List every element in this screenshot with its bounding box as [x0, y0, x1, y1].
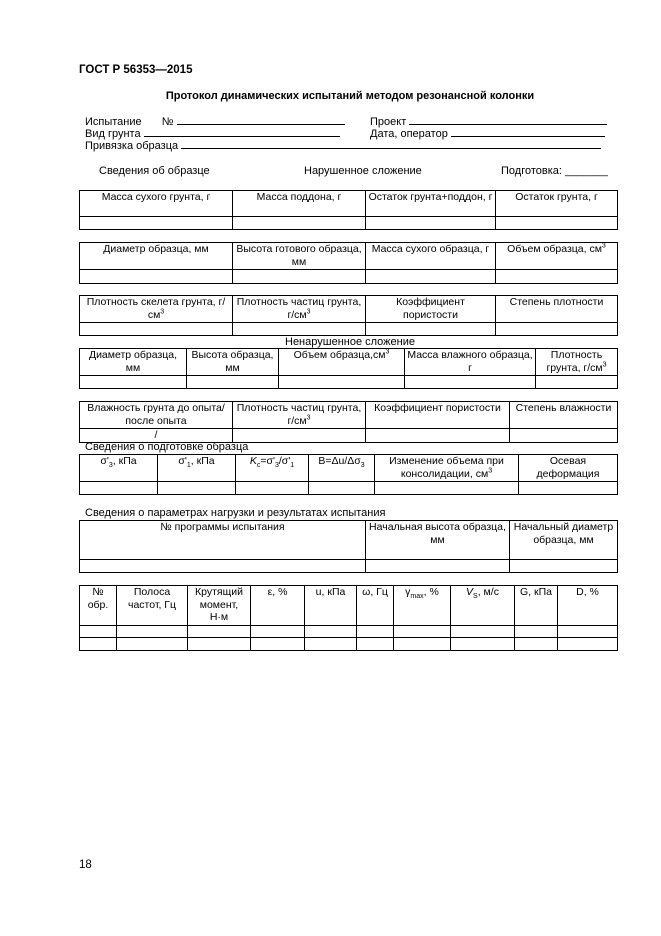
header-wet-sample-mass: Масса влажного образца, г — [405, 349, 536, 376]
protocol-title: Протокол динамических испытаний методом резонансной колонки — [165, 90, 535, 102]
table-cell[interactable] — [233, 217, 366, 230]
test-program-table — [79, 520, 618, 573]
cube-superscript: 3 — [601, 242, 606, 250]
header-particle-density — [233, 402, 366, 429]
sample-ref-label: Привязка образца — [85, 140, 179, 152]
header-residue-plus-tray: Остаток грунта+поддон, г — [366, 191, 496, 217]
date-operator-label: Дата, оператор — [370, 128, 448, 140]
subscript: 3 — [360, 462, 365, 470]
header-sigma3 — [80, 455, 158, 482]
subscript: 1 — [186, 462, 191, 470]
header-epsilon: ε, % — [251, 586, 305, 626]
header-sample-height: Высота образца, мм — [187, 349, 279, 376]
header-shear-modulus: G, кПа — [515, 586, 558, 626]
table-cell[interactable] — [233, 323, 366, 336]
unit-text: , кПа — [190, 455, 215, 467]
project-line[interactable] — [409, 115, 607, 125]
table-cell[interactable] — [80, 323, 233, 336]
header-soil-density-text: Плотность грунта, г/см — [546, 349, 603, 374]
cube-superscript: 3 — [160, 308, 165, 315]
table-cell[interactable] — [558, 638, 618, 651]
cube-superscript: 3 — [602, 361, 607, 368]
table-cell[interactable] — [117, 638, 188, 651]
header-gamma-max — [394, 586, 451, 626]
table-cell[interactable] — [496, 217, 618, 230]
header-frequency-band: Полоса частот, Гц — [117, 586, 188, 626]
header-dry-sample-mass: Масса сухого образца, г — [366, 243, 496, 270]
header-kc — [236, 455, 309, 482]
header-sample-volume — [279, 349, 405, 376]
header-density-degree: Степень плотности — [496, 296, 618, 323]
table-cell[interactable] — [366, 560, 510, 573]
soil-type-label: Вид грунта — [85, 128, 141, 140]
table-cell[interactable] — [357, 626, 394, 638]
header-ready-sample-height: Высота готового образца, мм — [233, 243, 366, 270]
load-params-label: Сведения о параметрах нагрузки и результатах испытания — [85, 507, 386, 519]
table-cell[interactable] — [305, 638, 357, 651]
undisturbed-sample-table — [79, 348, 618, 389]
header-particle-density-text: Плотность частиц грунта, г/см — [236, 296, 362, 321]
header-initial-diameter: Начальный диаметр образца, мм — [510, 521, 618, 560]
header-initial-height: Начальная высота образца, мм — [366, 521, 510, 560]
header-porosity: Коэффициент пористости — [366, 402, 510, 429]
table-cell[interactable] — [188, 626, 251, 638]
sample-info-label: Сведения об образце — [99, 165, 210, 177]
header-porosity: Коэффициент пористости — [366, 296, 496, 323]
header-sample-volume-text: Объем образца, см — [507, 243, 602, 255]
subscript: 3 — [274, 462, 279, 470]
table-cell[interactable] — [366, 270, 496, 284]
table-cell[interactable] — [496, 323, 618, 336]
preparation-info-label: Сведения о подготовке образца — [85, 441, 249, 453]
k-symbol: K — [249, 455, 257, 467]
page-number: 18 — [79, 859, 92, 871]
header-particle-density — [233, 296, 366, 323]
table-cell[interactable] — [519, 482, 618, 495]
header-skeleton-density — [80, 296, 233, 323]
cube-superscript: 3 — [306, 308, 311, 315]
subscript: S — [473, 593, 478, 601]
formula-text: /σ' — [278, 455, 291, 467]
formula-text: B=Δu/Δσ — [318, 455, 361, 467]
header-sample-volume — [496, 243, 618, 270]
table-cell[interactable] — [251, 626, 305, 638]
subscript: c — [256, 462, 261, 470]
header-volume-change — [375, 455, 519, 482]
table-cell[interactable] — [251, 638, 305, 651]
table-cell[interactable] — [366, 217, 496, 230]
header-saturation-degree: Степень влажности — [510, 402, 618, 429]
table-cell[interactable] — [515, 626, 558, 638]
table-cell[interactable] — [80, 376, 187, 389]
test-label: Испытание — [85, 116, 142, 128]
sample-ref-field — [85, 139, 601, 152]
table-cell[interactable] — [187, 376, 279, 389]
header-sigma1 — [158, 455, 236, 482]
sample-dimensions-table — [79, 242, 618, 284]
number-label: № — [161, 116, 174, 128]
header-omega: ω, Гц — [357, 586, 394, 626]
table-cell[interactable] — [188, 638, 251, 651]
gamma-symbol: γ — [405, 586, 411, 598]
header-shear-velocity — [451, 586, 515, 626]
table-cell[interactable] — [366, 323, 496, 336]
table-cell[interactable] — [496, 270, 618, 284]
header-soil-residue: Остаток грунта, г — [496, 191, 618, 217]
moisture-table — [79, 401, 618, 443]
table-cell[interactable] — [309, 482, 375, 495]
header-tray-mass: Масса поддона, г — [233, 191, 366, 217]
structure-label: Нарушенное сложение — [304, 165, 422, 177]
table-cell[interactable] — [394, 638, 451, 651]
table-cell[interactable] — [305, 626, 357, 638]
header-particle-density-text: Плотность частиц грунта, г/см — [236, 402, 362, 427]
table-cell[interactable] — [117, 626, 188, 638]
soil-type-line[interactable] — [144, 127, 340, 137]
table-cell[interactable] — [80, 560, 366, 573]
table-cell[interactable] — [515, 638, 558, 651]
table-cell[interactable] — [80, 482, 158, 495]
header-dry-soil-mass: Масса сухого грунта, г — [80, 191, 233, 217]
table-cell[interactable] — [510, 560, 618, 573]
unit-text: , м/с — [477, 586, 499, 598]
cube-superscript: 3 — [385, 348, 390, 356]
table-cell[interactable] — [80, 638, 117, 651]
table-cell[interactable] — [405, 376, 536, 389]
undisturbed-label: Ненарушенное сложение — [285, 336, 415, 348]
header-sample-diameter: Диаметр образца, мм — [80, 243, 233, 270]
unit-text: , % — [423, 586, 439, 598]
sample-ref-line[interactable] — [181, 139, 601, 149]
sigma-symbol: σ' — [178, 455, 187, 467]
table-cell[interactable] — [451, 626, 515, 638]
cube-superscript: 3 — [488, 467, 493, 474]
header-pore-pressure: u, кПа — [305, 586, 357, 626]
table-cell[interactable] — [158, 482, 236, 495]
test-number-line[interactable] — [177, 115, 345, 125]
table-cell[interactable] — [394, 626, 451, 638]
unit-text: , кПа — [112, 455, 137, 467]
header-sample-diameter: Диаметр образца, мм — [80, 349, 187, 376]
preparation-label: Подготовка: _______ — [501, 165, 608, 177]
sigma-symbol: σ' — [100, 455, 109, 467]
header-sample-volume-text: Объем образца,см — [293, 349, 386, 361]
density-table — [79, 295, 618, 336]
table-cell[interactable] — [279, 376, 405, 389]
header-b-coefficient — [309, 455, 375, 482]
table-cell[interactable] — [510, 429, 618, 443]
table-cell[interactable] — [80, 626, 117, 638]
header-sample-no: № обр. — [80, 586, 117, 626]
standard-code: ГОСТ Р 56353—2015 — [79, 64, 193, 76]
v-symbol: V — [466, 586, 474, 598]
header-soil-density — [536, 349, 618, 376]
table-cell[interactable] — [558, 626, 618, 638]
table-cell[interactable] — [233, 270, 366, 284]
header-soil-moisture: Влажность грунта до опыта/после опыта — [80, 402, 233, 429]
subscript: 1 — [290, 462, 295, 470]
header-skeleton-density-text: Плотность скелета грунта, г/см — [86, 296, 226, 321]
table-cell[interactable] — [80, 270, 233, 284]
results-table — [79, 585, 618, 651]
header-damping: D, % — [558, 586, 618, 626]
consolidation-table — [79, 454, 618, 495]
header-program-number: № программы испытания — [80, 521, 366, 560]
cube-superscript: 3 — [306, 414, 311, 421]
table-cell[interactable] — [80, 217, 233, 230]
header-axial-strain: Осевая деформация — [519, 455, 618, 482]
subscript: 3 — [108, 462, 113, 470]
moisture-before-after-cell[interactable]: / — [80, 429, 233, 443]
table-cell[interactable] — [536, 376, 618, 389]
dry-mass-table — [79, 190, 618, 230]
date-operator-line[interactable] — [451, 127, 605, 137]
table-cell[interactable] — [236, 482, 309, 495]
table-cell[interactable] — [375, 482, 519, 495]
formula-text: =σ' — [260, 455, 275, 467]
table-cell[interactable] — [451, 638, 515, 651]
table-cell[interactable] — [366, 429, 510, 443]
header-torque: Крутящий момент, Н·м — [188, 586, 251, 626]
header-volume-change-text: Изменение объема при консолидации, см — [389, 455, 504, 480]
project-label: Проект — [370, 116, 407, 128]
subscript: max — [410, 593, 424, 601]
table-cell[interactable] — [357, 638, 394, 651]
table-cell[interactable] — [233, 429, 366, 443]
